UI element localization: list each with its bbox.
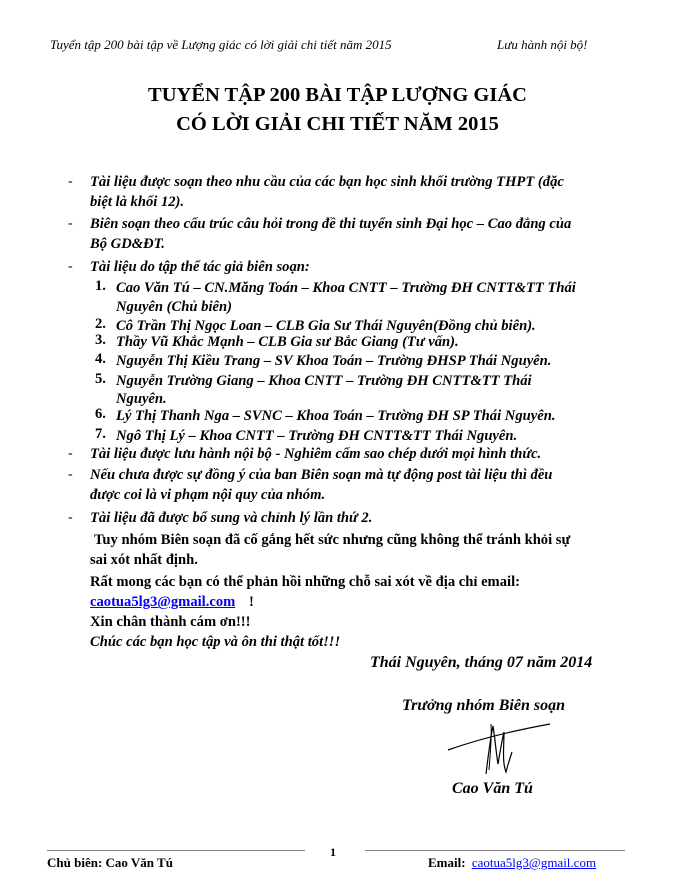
author-number: 1. xyxy=(95,278,106,294)
footer-email-label: Email: xyxy=(428,855,466,870)
author-text: Nguyễn Trường Giang – Khoa CNTT – Trường ĐH CNTT&TT Thái xyxy=(116,373,532,389)
closing-apology-line-1: Tuy nhóm Biên soạn đã cố gắng hết sức nhưng cũng không thể tránh khỏi sự xyxy=(94,532,571,548)
bullet-text: Biên soạn theo cấu trúc câu hỏi trong đề thi tuyển sinh Đại học – Cao đẳng của xyxy=(90,216,572,232)
bullet-dash: - xyxy=(68,510,73,525)
author-number: 6. xyxy=(95,406,106,422)
footer-rule-right xyxy=(365,850,625,851)
author-number: 2. xyxy=(95,316,106,332)
author-text: Nguyên. xyxy=(116,391,167,407)
bullet-text: Tài liệu đã được bổ sung và chỉnh lý lần thứ 2. xyxy=(90,510,373,526)
running-header-note: Lưu hành nội bộ! xyxy=(497,37,588,52)
author-number: 4. xyxy=(95,351,106,367)
bullet-text: Tài liệu được lưu hành nội bộ - Nghiêm cấm sao chép dưới mọi hình thức. xyxy=(90,446,542,462)
author-text: Cô Trần Thị Ngọc Loan – CLB Gia Sư Thái Nguyên(Đồng chủ biên). xyxy=(116,318,536,334)
page-number: 1 xyxy=(330,845,336,859)
footer-email-link[interactable]: caotua5lg3@gmail.com xyxy=(471,855,597,870)
bullet-dash: - xyxy=(68,446,73,461)
bullet-dash: - xyxy=(68,216,73,231)
handwritten-signature xyxy=(446,718,556,780)
author-text: Nguyên (Chủ biên) xyxy=(116,299,232,315)
footer-editor: Chủ biên: Cao Văn Tú xyxy=(47,855,173,870)
closing-thanks: Xin chân thành cám ơn!!! xyxy=(90,614,251,630)
author-text: Ngô Thị Lý – Khoa CNTT – Trường ĐH CNTT&TT Thái Nguyên. xyxy=(116,428,518,444)
bullet-text: Tài liệu được soạn theo nhu cầu của các bạn học sinh khối trường THPT (đặc xyxy=(90,174,564,190)
bullet-dash: - xyxy=(68,467,73,482)
closing-email-line xyxy=(90,592,254,612)
closing-feedback-request: Rất mong các bạn có thể phản hồi những chỗ sai xót về địa chỉ email: xyxy=(90,574,520,590)
footer-rule-left xyxy=(47,850,305,851)
author-text: Cao Văn Tú – CN.Măng Toán – Khoa CNTT – Trường ĐH CNTT&TT Thái xyxy=(116,280,576,296)
signature-role: Trưởng nhóm Biên soạn xyxy=(402,697,565,714)
bullet-text: Tài liệu do tập thể tác giả biên soạn: xyxy=(90,259,310,275)
closing-wish: Chúc các bạn học tập và ôn thi thật tốt!!! xyxy=(90,634,341,650)
running-header-title: Tuyển tập 200 bài tập về Lượng giác có lời giải chi tiết năm 2015 xyxy=(50,37,392,52)
bullet-text: được coi là vi phạm nội quy của nhóm. xyxy=(90,487,326,503)
bullet-text: Bộ GD&ĐT. xyxy=(90,236,165,252)
bullet-dash: - xyxy=(68,174,73,189)
document-title-line-1: TUYỂN TẬP 200 BÀI TẬP LƯỢNG GIÁC xyxy=(148,84,527,106)
document-title-line-2: CÓ LỜI GIẢI CHI TIẾT NĂM 2015 xyxy=(176,113,499,135)
author-number: 3. xyxy=(95,332,106,348)
signature-name: Cao Văn Tú xyxy=(452,780,533,797)
bullet-text: biệt là khối 12). xyxy=(90,194,185,210)
author-text: Lý Thị Thanh Nga – SVNC – Khoa Toán – Trường ĐH SP Thái Nguyên. xyxy=(116,408,556,424)
contact-email-link[interactable]: caotua5lg3@gmail.com xyxy=(90,594,236,610)
bullet-dash: - xyxy=(68,259,73,274)
author-text: Nguyễn Thị Kiều Trang – SV Khoa Toán – Trường ĐHSP Thái Nguyên. xyxy=(116,353,552,369)
author-number: 7. xyxy=(95,426,106,442)
closing-apology-line-2: sai xót nhất định. xyxy=(90,552,198,568)
author-number: 5. xyxy=(95,371,106,387)
author-text: Thầy Vũ Khắc Mạnh – CLB Gia sư Bắc Giang (Tư vấn). xyxy=(116,334,459,350)
footer-email-block xyxy=(428,855,596,871)
signature-date: Thái Nguyên, tháng 07 năm 2014 xyxy=(370,654,593,671)
email-exclaim: ! xyxy=(248,594,254,610)
bullet-text: Nếu chưa được sự đồng ý của ban Biên soạn mà tự động post tài liệu thì đều xyxy=(90,467,553,483)
